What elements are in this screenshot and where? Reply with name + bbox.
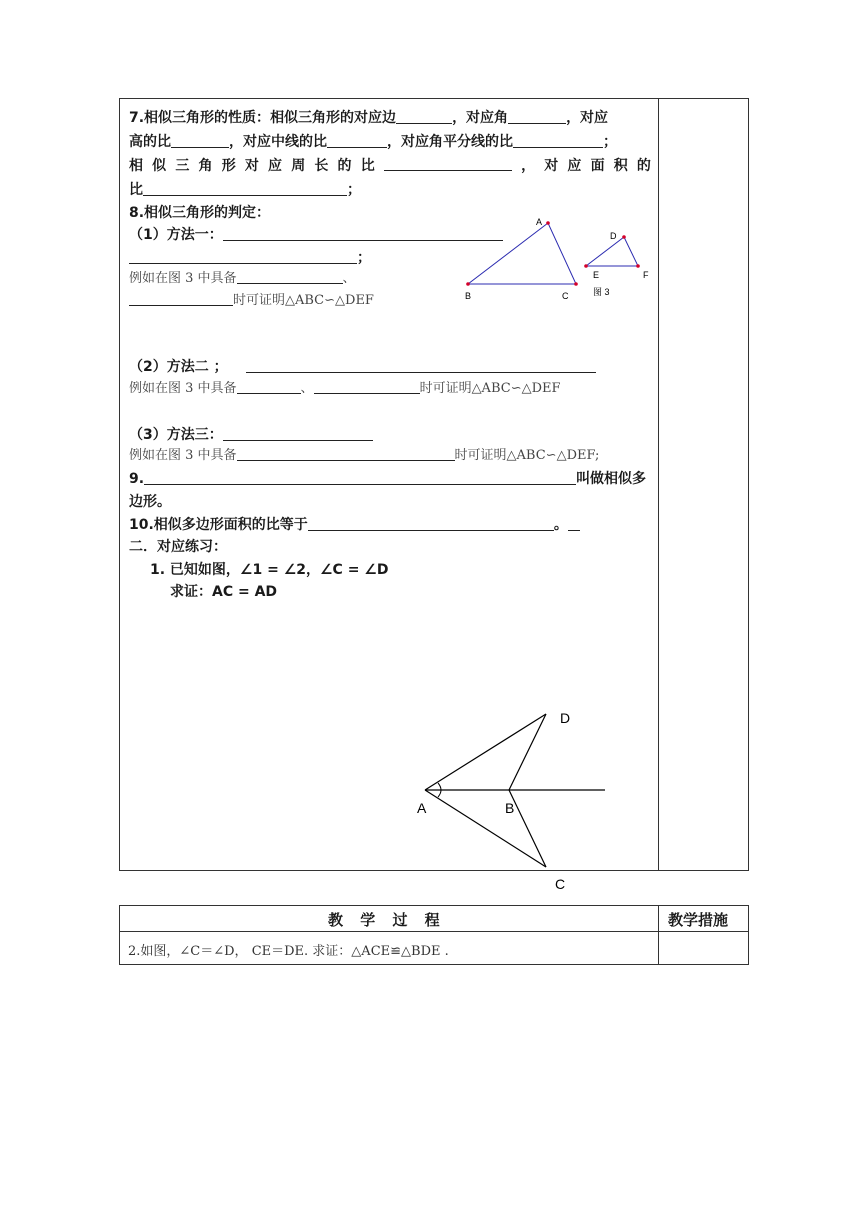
q7-line4: 比 ； [129,182,361,198]
blank[interactable] [513,133,603,148]
column-divider [658,906,659,964]
blank[interactable] [396,109,452,124]
q8-method2: （2）方法二 ； [129,357,596,377]
q8-title: 8.相似三角形的判定： [129,205,271,221]
header-teaching-measures: 教学措施 [668,911,729,929]
blank[interactable] [308,516,554,531]
point-e [584,264,588,268]
label-f: F [643,270,649,280]
figure-3 [460,213,660,303]
blank[interactable] [327,133,387,148]
blank[interactable] [246,358,596,373]
blank[interactable] [129,249,357,264]
label-b: B [465,291,472,301]
exercise-2: 2.如图，∠C＝∠D， CE＝DE. 求证：△ACE≌△BDE . [128,944,449,959]
q8-method3: （3）方法三： [129,425,373,445]
q8-method3-example: 例如在图 3 中具备 时可证明△ABC∽△DEF; [129,448,600,463]
section-2-title: 二．对应练习： [129,539,227,555]
triangle-abc [468,223,576,284]
q9-line1: 9. 叫做相似多 [129,471,647,487]
blank[interactable] [568,516,580,531]
label-d: D [560,710,571,726]
lesson-table-2 [119,905,749,965]
label-e: E [593,270,600,280]
exercise-1-figure [400,700,620,900]
point-d [622,235,626,239]
point-a [546,221,550,225]
label-c: C [562,291,569,301]
label-a: A [536,217,543,227]
point-b [466,282,470,286]
q10: 10.相似多边形面积的比等于 。 [129,515,580,535]
label-b: B [505,800,515,816]
blank[interactable] [384,156,512,171]
q8-method1-example: 例如在图 3 中具备 、 [129,271,356,286]
label-c: C [555,876,566,892]
blank[interactable] [314,379,420,394]
q8-method2-example: 例如在图 3 中具备 、 时可证明△ABC∽△DEF [129,381,561,396]
q8-method1-cont: ； [129,248,371,268]
label-a: A [417,800,427,816]
blank[interactable] [508,109,566,124]
point-c [574,282,578,286]
exercise-1-prove: 求证：AC = AD [170,584,278,600]
q9-line2: 边形。 [129,494,171,510]
blank[interactable] [237,269,343,284]
q7-line2: 高的比 ，对应中线的比 ，对应角平分线的比 ； [129,134,617,150]
blank[interactable] [223,426,373,441]
q7-line1: 7.相似三角形的性质：相似三角形的对应边 ，对应角 ，对应 [129,110,609,126]
blank[interactable] [144,470,576,485]
figure-caption: 图 3 [593,287,610,297]
row-divider [120,931,748,932]
q8-method1-example-cont: 时可证明△ABC∽△DEF [129,291,374,311]
triangle-def [586,237,638,266]
blank[interactable] [237,379,301,394]
label-d: D [610,231,617,241]
q7-line3: 相 似 三 角 形 对 应 周 长 的 比 ， 对 应 面 积 的 [129,158,651,174]
exercise-1-given: 1. 已知如图，∠1 = ∠2，∠C = ∠D [150,562,389,578]
header-teaching-process: 教 学 过 程 [328,911,446,929]
blank[interactable] [237,446,455,461]
q8-method1: （1）方法一： [129,225,503,245]
blank[interactable] [143,181,347,196]
blank[interactable] [171,133,229,148]
blank[interactable] [129,291,233,306]
point-f [636,264,640,268]
